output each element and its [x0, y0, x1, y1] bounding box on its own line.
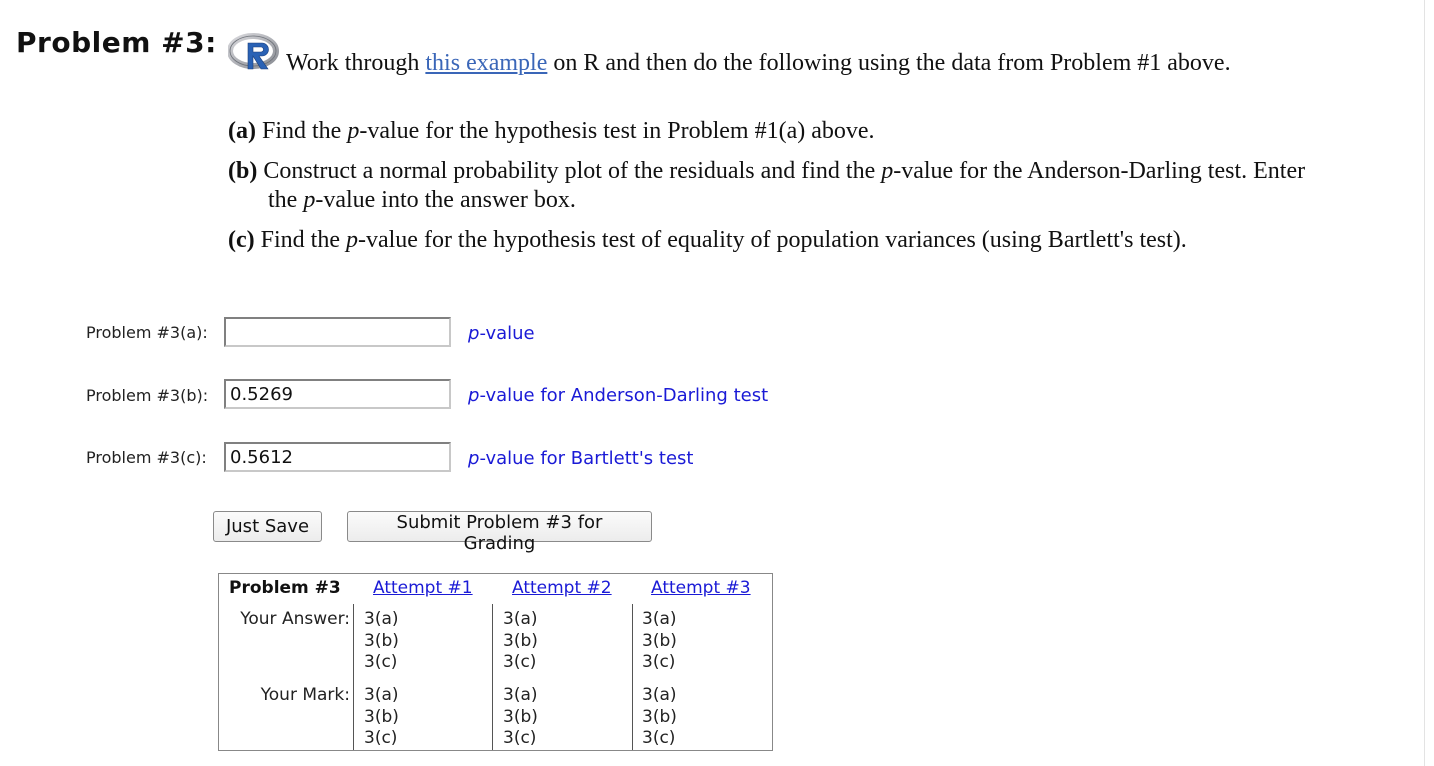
- your-mark-label: Your Mark:: [260, 685, 350, 705]
- table-divider: [353, 604, 354, 750]
- answer-input-c[interactable]: [224, 442, 451, 472]
- submit-for-grading-button[interactable]: Submit Problem #3 for Grading: [347, 511, 652, 542]
- part-label: 3(a): [503, 685, 538, 705]
- answer-hint-b-var: p: [468, 385, 480, 406]
- attempt-2-link[interactable]: Attempt #2: [512, 578, 612, 598]
- r-logo-icon: [228, 32, 282, 72]
- part-b-line2-after: -value into the answer box.: [315, 187, 576, 213]
- answer-hint-b: [468, 385, 768, 406]
- answer-hint-b-text: -value for Anderson-Darling test: [479, 385, 769, 406]
- answer-label-b: Problem #3(b):: [86, 386, 209, 405]
- part-c-text-before: Find the: [254, 227, 346, 253]
- part-a-text-before: Find the: [255, 118, 348, 144]
- answer-input-b[interactable]: [224, 379, 451, 409]
- attempt-2-marks: [503, 685, 538, 750]
- part-c-text: [228, 227, 1187, 254]
- attempt-1-marks: [364, 685, 399, 750]
- problem-intro: [286, 50, 1231, 77]
- part-b-text-line2: [268, 187, 576, 214]
- part-label: 3(a): [642, 685, 677, 705]
- part-b-text: [228, 158, 1305, 185]
- part-b-text-after: -value for the Anderson-Darling test. Enter: [893, 158, 1306, 184]
- part-c-marker: (c): [228, 227, 255, 253]
- part-c-var: p: [345, 227, 358, 253]
- part-label: 3(a): [642, 609, 677, 629]
- answer-hint-a: [468, 323, 535, 344]
- part-b-text-before: Construct a normal probability plot of the residuals and find the: [257, 158, 882, 184]
- attempt-3-answers: [642, 609, 677, 674]
- answer-hint-a-text: -value: [479, 323, 535, 344]
- intro-text-before: Work through: [286, 50, 426, 76]
- answer-hint-a-var: p: [468, 323, 480, 344]
- problem-heading: Problem #3:: [16, 26, 217, 59]
- answer-label-c: Problem #3(c):: [86, 448, 207, 467]
- table-divider: [492, 604, 493, 750]
- answer-hint-c-var: p: [468, 448, 480, 469]
- attempt-history-table: [218, 573, 773, 751]
- answer-label-a: Problem #3(a):: [86, 323, 208, 342]
- page-right-border: [1424, 0, 1425, 766]
- part-a-var: p: [347, 118, 360, 144]
- part-label: 3(b): [503, 706, 538, 727]
- answer-hint-c: [468, 448, 693, 469]
- part-label: 3(a): [364, 685, 399, 705]
- part-b-marker: (b): [228, 158, 258, 184]
- part-label: 3(c): [503, 728, 537, 748]
- answer-input-a[interactable]: [224, 317, 451, 347]
- part-label: 3(b): [364, 630, 399, 651]
- example-link[interactable]: this example: [425, 50, 548, 76]
- attempt-1-answers: [364, 609, 399, 674]
- part-a-text: [228, 118, 875, 145]
- your-answer-label: Your Answer:: [240, 609, 350, 629]
- attempt-3-link[interactable]: Attempt #3: [651, 578, 751, 598]
- part-b-line2-var: p: [303, 187, 316, 213]
- part-label: 3(b): [364, 706, 399, 727]
- part-b-line2-before: the: [268, 187, 304, 213]
- intro-text-after: on R and then do the following using the data from Problem #1 above.: [547, 50, 1231, 76]
- part-label: 3(c): [364, 728, 398, 748]
- just-save-button[interactable]: Just Save: [213, 511, 322, 542]
- attempt-2-answers: [503, 609, 538, 674]
- part-label: 3(b): [642, 630, 677, 651]
- attempt-1-link[interactable]: Attempt #1: [373, 578, 473, 598]
- part-b-var: p: [881, 158, 894, 184]
- part-label: 3(a): [364, 609, 399, 629]
- part-label: 3(c): [364, 652, 398, 672]
- part-label: 3(b): [642, 706, 677, 727]
- part-label: 3(b): [503, 630, 538, 651]
- part-label: 3(c): [642, 652, 676, 672]
- part-label: 3(c): [642, 728, 676, 748]
- part-label: 3(c): [503, 652, 537, 672]
- attempt-3-marks: [642, 685, 677, 750]
- part-c-text-after: -value for the hypothesis test of equality of population variances (using Bartlett's test).: [357, 227, 1187, 253]
- table-divider: [632, 604, 633, 750]
- answer-hint-c-text: -value for Bartlett's test: [479, 448, 694, 469]
- part-a-text-after: -value for the hypothesis test in Problem #1(a) above.: [359, 118, 875, 144]
- part-a-marker: (a): [228, 118, 256, 144]
- part-label: 3(a): [503, 609, 538, 629]
- history-title: Problem #3: [229, 578, 341, 598]
